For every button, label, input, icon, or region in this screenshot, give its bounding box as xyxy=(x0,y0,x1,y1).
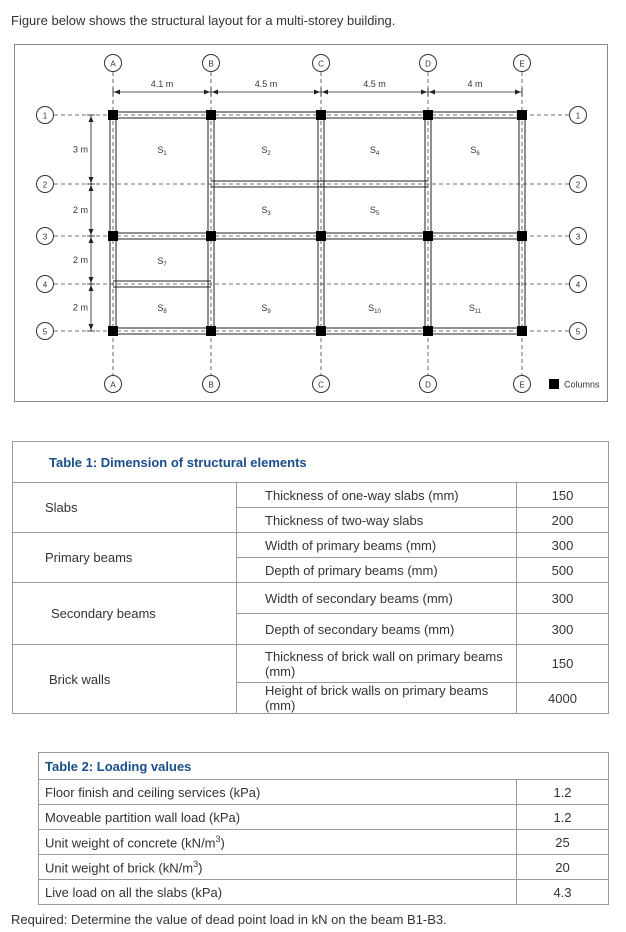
table1-label: Thickness of brick wall on primary beams (mm) xyxy=(237,645,517,683)
row-label-left-3: 3 xyxy=(42,232,48,242)
row-label-right-3: 3 xyxy=(575,232,581,242)
row-label-left-1: 1 xyxy=(42,111,48,121)
span-arrow-left-4 xyxy=(429,90,435,95)
table1-label: Thickness of two-way slabs xyxy=(237,508,517,533)
table1-value: 200 xyxy=(517,508,609,533)
loading-table xyxy=(38,752,609,905)
table1-value: 4000 xyxy=(517,683,609,714)
table1-value: 300 xyxy=(517,533,609,558)
intro-text: Figure below shows the structural layout for a multi-storey building. xyxy=(11,13,396,28)
column-B3 xyxy=(206,231,216,241)
table1-group-name: Secondary beams xyxy=(13,583,237,645)
table2-label-after: ) xyxy=(198,860,203,876)
column-label-top-D: D xyxy=(425,59,431,69)
dimension-table xyxy=(12,441,609,714)
table2-row xyxy=(39,805,609,830)
table1-row xyxy=(13,645,609,683)
table1-label: Depth of primary beams (mm) xyxy=(237,558,517,583)
table1-value: 300 xyxy=(517,614,609,645)
table2-value: 25 xyxy=(517,830,609,855)
span-label-1: 4.1 m xyxy=(150,79,174,89)
table1-group-name: Slabs xyxy=(13,483,237,533)
legend-column-swatch xyxy=(549,379,559,389)
table2-label-sup: 3 xyxy=(193,858,199,869)
table1-row xyxy=(13,533,609,558)
row-arrow-top-1 xyxy=(89,116,94,122)
row-label-left-5: 5 xyxy=(42,327,48,337)
column-A3 xyxy=(108,231,118,241)
row-span-label-1: 3 m xyxy=(72,144,88,155)
column-A5 xyxy=(108,326,118,336)
row-arrow-top-2 xyxy=(89,185,94,191)
table1-label: Width of primary beams (mm) xyxy=(237,533,517,558)
column-label-top-C: C xyxy=(318,59,324,69)
column-D3 xyxy=(423,231,433,241)
span-arrow-right-3 xyxy=(421,90,427,95)
table2-label xyxy=(39,780,517,805)
table2-label-text: Floor finish and ceiling services (kPa) xyxy=(45,784,261,800)
span-arrow-left-2 xyxy=(212,90,218,95)
column-E5 xyxy=(517,326,527,336)
row-label-left-4: 4 xyxy=(42,280,48,290)
column-D5 xyxy=(423,326,433,336)
table2-label-text: Live load on all the slabs (kPa) xyxy=(45,884,223,900)
table1-label: Depth of secondary beams (mm) xyxy=(237,614,517,645)
slab-label-s8: $S_8$ xyxy=(157,303,167,315)
table2-label xyxy=(39,880,517,905)
slab-label-s10: $S_{10}$ xyxy=(368,303,381,315)
slab-label-s11: $S_{11}$ xyxy=(468,303,482,315)
column-C5 xyxy=(316,326,326,336)
span-arrow-right-1 xyxy=(204,90,210,95)
span-arrow-right-2 xyxy=(314,90,320,95)
table1-value: 150 xyxy=(517,645,609,683)
row-arrow-bottom-3 xyxy=(89,277,94,283)
table2-value: 20 xyxy=(517,855,609,880)
table1-caption-row xyxy=(13,442,609,483)
slab-label-s6: $S_6$ xyxy=(470,145,480,157)
row-arrow-bottom-1 xyxy=(89,177,94,183)
column-label-top-A: A xyxy=(110,59,116,69)
slab-label-s3: $S_3$ xyxy=(261,205,271,217)
row-span-label-3: 2 m xyxy=(72,255,88,265)
table2-row xyxy=(39,880,609,905)
table2-label-after: ) xyxy=(220,835,225,851)
table2-label-text: Unit weight of brick (kN/m xyxy=(45,860,194,876)
row-span-label-4: 2 m xyxy=(72,302,88,313)
column-E1 xyxy=(517,110,527,120)
column-label-bottom-E: E xyxy=(519,380,525,390)
column-C3 xyxy=(316,231,326,241)
column-label-bottom-B: B xyxy=(208,380,214,390)
table1-value: 500 xyxy=(517,558,609,583)
table2-label-text: Unit weight of concrete (kN/m xyxy=(45,835,216,851)
row-arrow-bottom-2 xyxy=(89,229,94,235)
table1-row xyxy=(13,583,609,614)
floor-plan-svg xyxy=(15,45,609,403)
span-label-3: 4.5 m xyxy=(363,79,386,89)
column-A1 xyxy=(108,110,118,120)
structural-layout-figure xyxy=(14,44,608,402)
span-label-2: 4.5 m xyxy=(254,79,278,89)
row-label-right-2: 2 xyxy=(575,180,581,190)
row-label-left-2: 2 xyxy=(42,180,48,190)
required-text: Required: Determine the value of dead point load in kN on the beam B1-B3. xyxy=(11,912,447,927)
legend-label: Columns xyxy=(564,379,600,390)
row-label-right-4: 4 xyxy=(575,280,581,290)
column-D1 xyxy=(423,110,433,120)
row-arrow-bottom-4 xyxy=(89,324,94,330)
row-arrow-top-3 xyxy=(89,237,94,243)
slab-label-s4: $S_4$ xyxy=(369,145,380,157)
slab-label-s7: $S_7$ xyxy=(157,256,167,268)
column-B1 xyxy=(206,110,216,120)
table1-group-name: Primary beams xyxy=(13,533,237,583)
table1-row xyxy=(13,483,609,508)
table2-label-text: Moveable partition wall load (kPa) xyxy=(45,809,241,825)
column-E3 xyxy=(517,231,527,241)
table2-value: 4.3 xyxy=(517,880,609,905)
column-label-bottom-D: D xyxy=(425,380,431,390)
table1-group-name: Brick walls xyxy=(13,645,237,714)
column-C1 xyxy=(316,110,326,120)
column-label-top-B: B xyxy=(208,59,214,69)
table2-caption-row xyxy=(39,753,609,780)
table2-label xyxy=(39,855,517,880)
row-label-right-1: 1 xyxy=(575,111,581,121)
span-label-4: 4 m xyxy=(467,79,483,89)
column-label-top-E: E xyxy=(519,59,525,69)
row-label-right-5: 5 xyxy=(575,327,581,337)
table1-label: Height of brick walls on primary beams (mm) xyxy=(237,683,517,714)
table2-value: 1.2 xyxy=(517,805,609,830)
table1-caption: Table 1: Dimension of structural elements xyxy=(13,442,609,483)
table2-row xyxy=(39,780,609,805)
column-B5 xyxy=(206,326,216,336)
table1-label: Width of secondary beams (mm) xyxy=(237,583,517,614)
slab-label-s9: $S_9$ xyxy=(261,303,271,315)
table2-value: 1.2 xyxy=(517,780,609,805)
slab-label-s5: $S_5$ xyxy=(369,205,380,217)
table2-label xyxy=(39,805,517,830)
table1-value: 150 xyxy=(517,483,609,508)
table1-label: Thickness of one-way slabs (mm) xyxy=(237,483,517,508)
slab-label-s2: $S_2$ xyxy=(261,145,271,157)
slab-label-s1: $S_1$ xyxy=(157,145,167,157)
row-arrow-top-4 xyxy=(89,285,94,291)
row-span-label-2: 2 m xyxy=(72,205,88,215)
table2-caption: Table 2: Loading values xyxy=(39,753,609,780)
table1-value: 300 xyxy=(517,583,609,614)
table2-row xyxy=(39,855,609,880)
span-arrow-right-4 xyxy=(515,90,521,95)
table2-label xyxy=(39,830,517,855)
column-label-bottom-A: A xyxy=(110,380,116,390)
column-label-bottom-C: C xyxy=(318,380,324,390)
table2-row xyxy=(39,830,609,855)
span-arrow-left-1 xyxy=(114,90,120,95)
span-arrow-left-3 xyxy=(322,90,328,95)
table2-label-sup: 3 xyxy=(215,833,221,844)
